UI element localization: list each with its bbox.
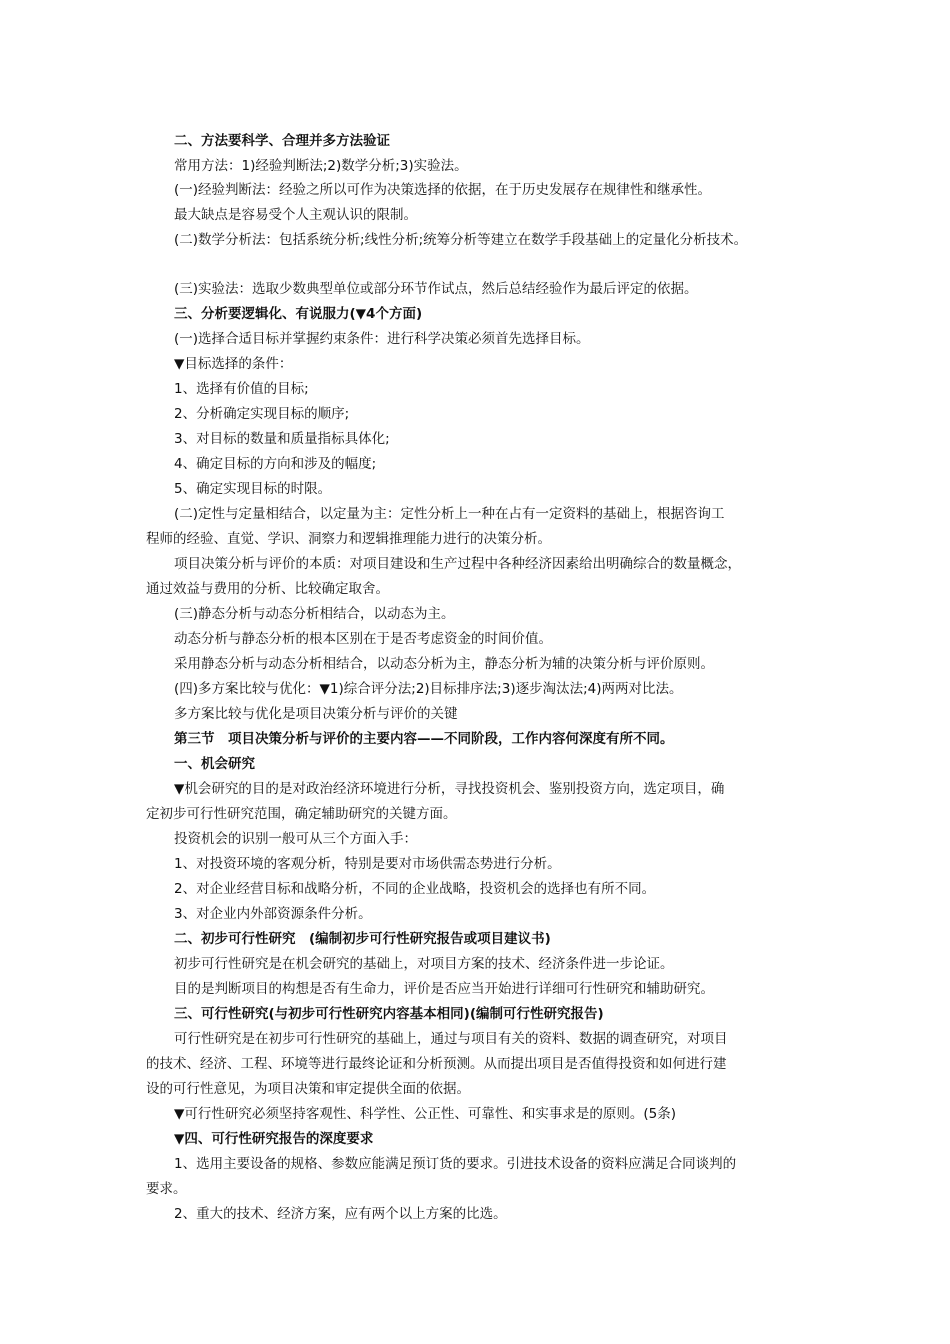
text-line: 3、对目标的数量和质量指标具体化;	[174, 431, 390, 447]
text-line: (一)经验判断法：经验之所以可作为决策选择的依据，在于历史发展存在规律性和继承性。	[174, 182, 712, 198]
text-line: (二)定性与定量相结合，以定量为主：定性分析上一种在占有一定资料的基础上，根据咨询工	[174, 506, 725, 522]
text-line: 4、确定目标的方向和涉及的幅度;	[174, 456, 377, 472]
text-line: (三)静态分析与动态分析相结合，以动态为主。	[174, 606, 455, 622]
text-line: 3、对企业内外部资源条件分析。	[174, 906, 372, 922]
text-line: 程师的经验、直觉、学识、洞察力和逻辑推理能力进行的决策分析。	[146, 531, 551, 547]
text-line: (二)数学分析法：包括系统分析;线性分析;统筹分析等建立在数学手段基础上的定量化分析技术。	[174, 232, 748, 248]
section-heading: 二、方法要科学、合理并多方法验证	[174, 133, 390, 149]
text-line: ▼可行性研究必须坚持客观性、科学性、公正性、可靠性、和实事求是的原则。(5条)	[174, 1106, 677, 1122]
text-line: 1、选择有价值的目标;	[174, 381, 309, 397]
text-line: ▼机会研究的目的是对政治经济环境进行分析，寻找投资机会、鉴别投资方向，选定项目，确	[174, 781, 725, 797]
text-line: 定初步可行性研究范围，确定辅助研究的关键方面。	[146, 806, 457, 822]
section-heading: 二、初步可行性研究 (编制初步可行性研究报告或项目建议书)	[174, 931, 551, 947]
text-line: (一)选择合适目标并掌握约束条件：进行科学决策必须首先选择目标。	[174, 331, 590, 347]
text-line: (三)实验法：选取少数典型单位或部分环节作试点，然后总结经验作为最后评定的依据。	[174, 281, 698, 297]
text-line: 最大缺点是容易受个人主观认识的限制。	[174, 207, 417, 223]
text-line: 动态分析与静态分析的根本区别在于是否考虑资金的时间价值。	[174, 631, 552, 647]
text-line: 的技术、经济、工程、环境等进行最终论证和分析预测。从而提出项目是否值得投资和如何进行建	[146, 1056, 727, 1072]
text-line: 1、选用主要设备的规格、参数应能满足预订货的要求。引进技术设备的资料应满足合同谈判的	[174, 1156, 737, 1172]
section-heading: 三、分析要逻辑化、有说服力(▼4个方面)	[174, 306, 423, 322]
section-heading: 三、可行性研究(与初步可行性研究内容基本相同)(编制可行性研究报告)	[174, 1006, 604, 1022]
section-heading: ▼四、可行性研究报告的深度要求	[174, 1131, 374, 1147]
text-line: 2、对企业经营目标和战略分析，不同的企业战略，投资机会的选择也有所不同。	[174, 881, 656, 897]
text-line: 常用方法：1)经验判断法;2)数学分析;3)实验法。	[174, 158, 468, 174]
text-line: 通过效益与费用的分析、比较确定取舍。	[146, 581, 389, 597]
text-line: 多方案比较与优化是项目决策分析与评价的关键	[174, 706, 458, 722]
section-heading: 第三节 项目决策分析与评价的主要内容——不同阶段，工作内容何深度有所不同。	[174, 731, 674, 747]
text-line: 设的可行性意见，为项目决策和审定提供全面的依据。	[146, 1081, 470, 1097]
text-line: 可行性研究是在初步可行性研究的基础上，通过与项目有关的资料、数据的调查研究，对项目	[174, 1031, 728, 1047]
text-line: 要求。	[146, 1181, 187, 1197]
text-line: 项目决策分析与评价的本质：对项目建设和生产过程中各种经济因素给出明确综合的数量概念，	[174, 556, 741, 572]
text-line: 初步可行性研究是在机会研究的基础上，对项目方案的技术、经济条件进一步论证。	[174, 956, 674, 972]
text-line: 5、确定实现目标的时限。	[174, 481, 332, 497]
section-heading: 一、机会研究	[174, 756, 255, 772]
text-line: 1、对投资环境的客观分析，特别是要对市场供需态势进行分析。	[174, 856, 561, 872]
text-line: 投资机会的识别一般可从三个方面入手：	[174, 831, 417, 847]
text-line: 2、重大的技术、经济方案，应有两个以上方案的比选。	[174, 1206, 507, 1222]
text-line: 采用静态分析与动态分析相结合，以动态分析为主，静态分析为辅的决策分析与评价原则。	[174, 656, 714, 672]
text-line: 目的是判断项目的构想是否有生命力，评价是否应当开始进行详细可行性研究和辅助研究。	[174, 981, 714, 997]
text-line: 2、分析确定实现目标的顺序;	[174, 406, 350, 422]
text-line: ▼目标选择的条件：	[174, 356, 293, 372]
text-line: (四)多方案比较与优化：▼1)综合评分法;2)目标排序法;3)逐步淘汰法;4)两两对比法。	[174, 681, 683, 697]
